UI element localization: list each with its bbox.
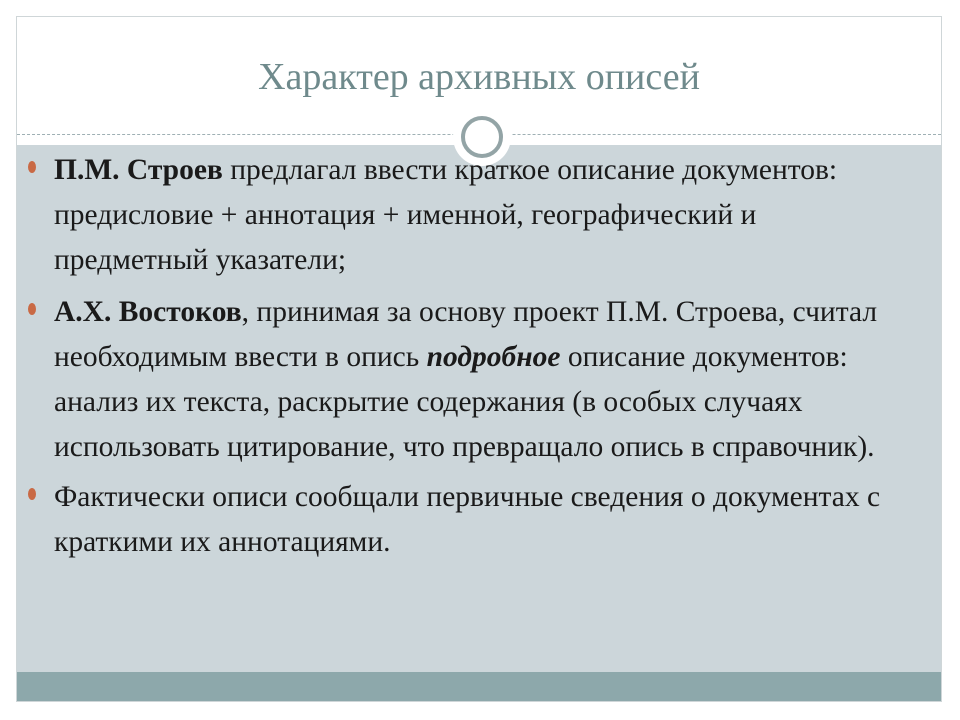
bullet-list: [28, 148, 898, 565]
bullet-lead-name: П.М. Строев: [54, 154, 223, 186]
bullet-text: предлагал ввести краткое описание документов: предисловие + аннотация + именной, географический и предметный указатели;: [54, 154, 838, 276]
bullet-lead-name: А.Х. Востоков: [54, 296, 242, 328]
bullet-emphasis: подробное: [426, 341, 561, 373]
bullet-item-vostokov: [28, 290, 898, 470]
bullet-text-before: , принимая за основу проект П.М. Строева, считал необходимым ввести в опись: [54, 296, 878, 373]
bullet-item-summary: [28, 475, 898, 565]
footer-band: [17, 672, 941, 702]
bullet-icon: [28, 303, 36, 315]
bullet-item-stroev: [28, 148, 898, 283]
bullet-icon: [28, 488, 36, 500]
slide-title: Характер архивных описей: [258, 56, 700, 98]
bullet-text-after: описание документов: анализ их текста, раскрытие содержания (в особых случаях использовать цитирование, что превращало опись в справочник).: [54, 341, 875, 463]
bullet-text: Фактически описи сообщали первичные сведения о документах с краткими их аннотациями.: [54, 481, 881, 558]
bullet-icon: [28, 161, 36, 173]
